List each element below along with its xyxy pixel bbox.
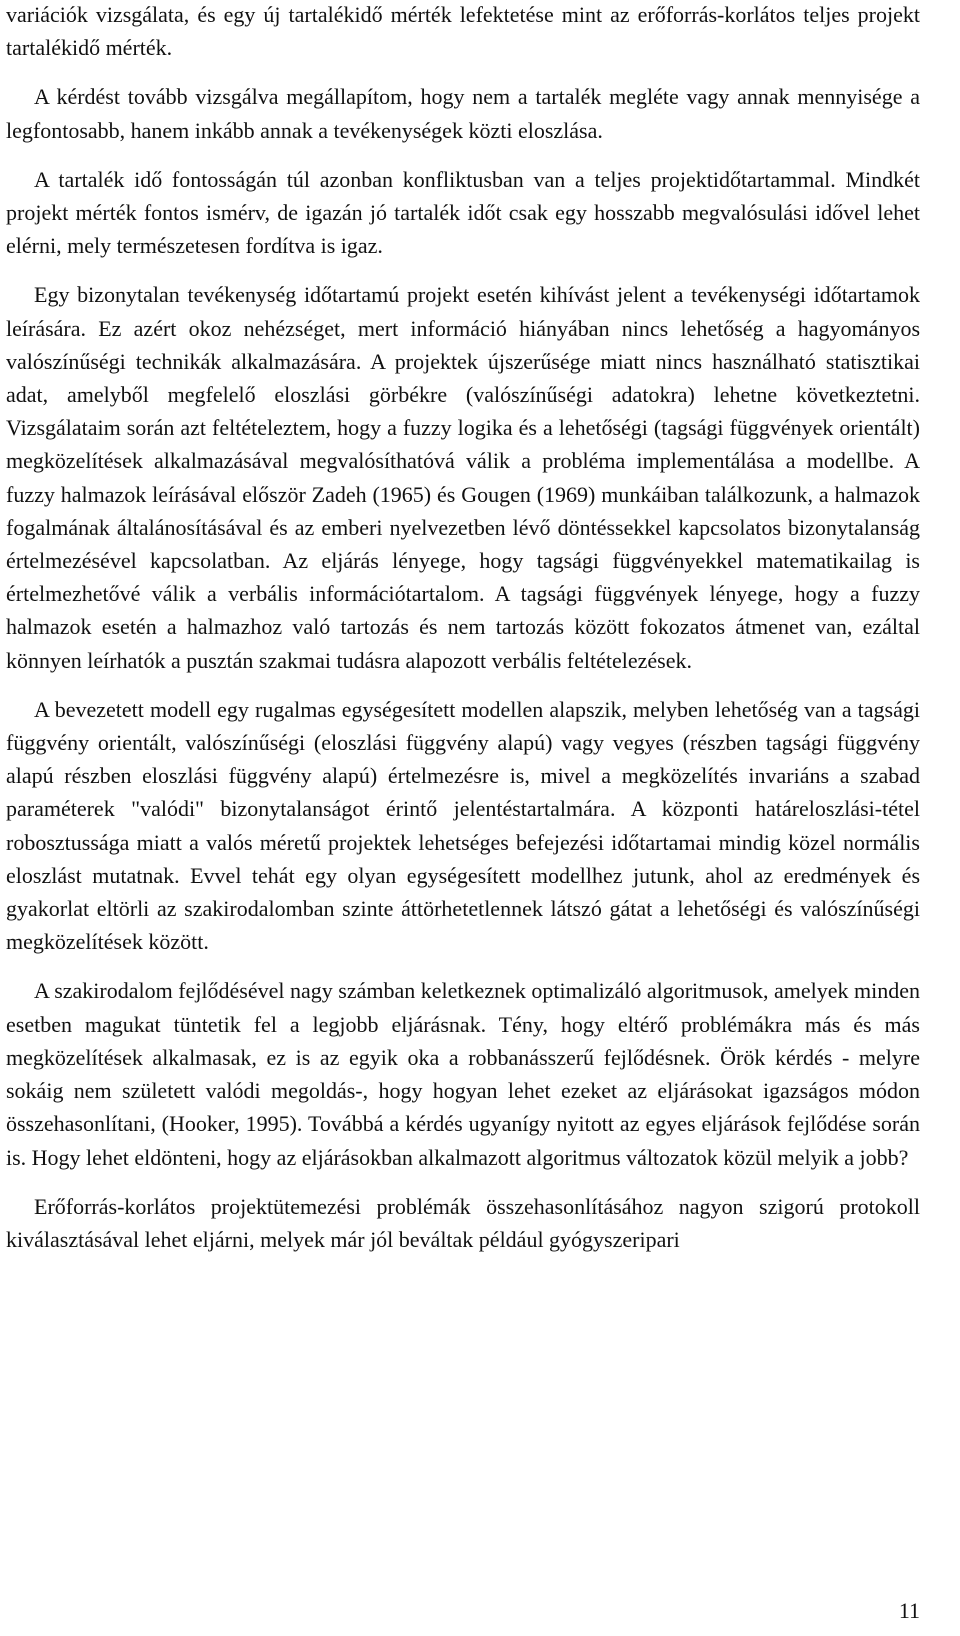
paragraph-7: Erőforrás-korlátos projektütemezési problémák összehasonlításához nagyon szigorú protokoll kiválasztásával lehet eljárni, melyek már jól beváltak például gyógyszeripari [6,1193,920,1252]
paragraph-1: variációk vizsgálata, és egy új tartalékidő mérték lefektetése mint az erőforrás-korlátos teljes projekt tartalékidő mérték. [6,2,920,61]
paragraph-6: A szakirodalom fejlődésével nagy számban keletkeznek optimalizáló algoritmusok, amelyek minden esetben magukat tüntetik fel a legjobb eljárásnak. Tény, hogy eltérő problémákra más és más megközelítések alkalmasak, ez is az egyik oka a robbanásszerű fejlődésnek. Örök kérdés - melyre sokáig nem született valódi megoldás-, hogy hogyan lehet ezeket az eljárásokat igazságos módon összehasonlítani, (Hooker, 1995). Továbbá a kérdés ugyanígy nyitott az egyes eljárások fejlődése során is. Hogy lehet eldönteni, hogy az eljárásokban alkalmazott algoritmus változatok közül melyik a jobb? [6,978,920,1170]
paragraph-4: Egy bizonytalan tevékenység időtartamú projekt esetén kihívást jelent a tevékenységi időtartamok leírására. Ez azért okoz nehézséget, mert információ hiányában nincs lehetőség a hagyományos valószínűségi technikák alkalmazására. A projektek újszerűsége miatt nincs használható statisztikai adat, amelyből megfelelő eloszlási görbékre (valószínűségi adatokra) lehetne következtetni. Vizsgálataim során azt feltételeztem, hogy a fuzzy logika és a lehetőségi (tagsági függvények orientált) megközelítések alkalmazásával megvalósíthatóvá válik a probléma implementálása a modellbe. A fuzzy halmazok leírásával először Zadeh (1965) és Gougen (1969) munkáiban találkozunk, a halmazok fogalmának általánosításával és az emberi nyelvezetben lévő döntéssekkel kapcsolatos bizonytalanság értelmezésével kapcsolatban. Az eljárás lényege, hogy tagsági függvényekkel matematikailag is értelmezhetővé válik a verbális információtartalom. A tagsági függvények lényege, hogy a fuzzy halmazok esetén a halmazhoz való tartozás és nem tartozás között fokozatos átmenet van, ezáltal könnyen leírhatók a pusztán szakmai tudásra alapozott verbális feltételezések. [6,282,920,673]
paragraph-3: A tartalék idő fontosságán túl azonban konfliktusban van a teljes projektidőtartammal. Mindkét projekt mérték fontos ismérv, de igazán jó tartalék időt csak egy hosszabb megvalósulási idővel lehet elérni, mely természetesen fordítva is igaz. [6,166,920,259]
document-page [6,0,920,1272]
paragraph-5: A bevezetett modell egy rugalmas egységesített modellen alapszik, melyben lehetőség van a tagsági függvény orientált, valószínűségi (eloszlási függvény alapú) vagy vegyes (részben tagsági függvény alapú részben eloszlási függvény alapú) értelmezésre is, mivel a megközelítés invariáns a szabad paraméterek "valódi" bizonytalanságot érintő jelentéstartalmára. A központi határeloszlási-tétel robosztussága miatt a valós méretű projektek lehetséges befejezési időtartamai mindig közel normális eloszlást mutatnak. Evvel tehát egy olyan egységesített modellhez jutunk, ahol az eredmények és gyakorlat eltörli az szakirodalomban szinte áttörhetetlennek látszó gátat a lehetőségi és valószínűségi megközelítések között. [6,696,920,955]
page-number: 11 [898,1598,920,1623]
paragraph-2: A kérdést tovább vizsgálva megállapítom, hogy nem a tartalék megléte vagy annak mennyisége a legfontosabb, hanem inkább annak a tevékenységek közti eloszlása. [6,84,920,143]
